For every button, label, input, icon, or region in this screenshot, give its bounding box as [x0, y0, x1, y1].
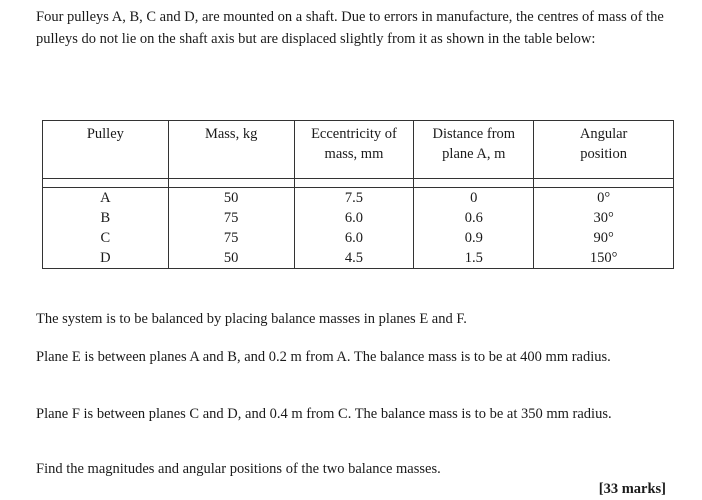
pulley-table — [42, 120, 674, 269]
cell-mass: 75 — [168, 208, 294, 228]
cell-angle: 150° — [534, 248, 674, 269]
cell-pulley: B — [43, 208, 169, 228]
table-row — [43, 228, 674, 248]
cell-pulley: A — [43, 188, 169, 209]
header-line: Pulley — [86, 126, 124, 142]
header-angular-position — [534, 121, 674, 179]
cell-eccentricity: 4.5 — [294, 248, 414, 269]
header-line: Angular — [579, 126, 628, 142]
cell-eccentricity: 6.0 — [294, 228, 414, 248]
header-line: Eccentricity of — [311, 126, 397, 142]
header-line: mass, mm — [324, 146, 384, 162]
header-line: Distance from — [432, 126, 516, 142]
question-paragraph: Find the magnitudes and angular positions of the two balance masses. — [36, 461, 441, 477]
cell-distance: 0.6 — [414, 208, 534, 228]
table-spacer-row — [43, 179, 674, 188]
table-header-row — [43, 121, 674, 179]
cell-pulley: D — [43, 248, 169, 269]
header-pulley — [43, 121, 169, 179]
header-line: Mass, kg — [204, 126, 258, 142]
table-row — [43, 208, 674, 228]
cell-mass: 50 — [168, 188, 294, 209]
header-mass — [168, 121, 294, 179]
marks-label: [33 marks] — [598, 481, 666, 497]
plane-e-paragraph: Plane E is between planes A and B, and 0.2 m from A. The balance mass is to be at 400 mm radius. — [36, 349, 611, 365]
cell-distance: 1.5 — [414, 248, 534, 269]
cell-angle: 30° — [534, 208, 674, 228]
intro-paragraph: Four pulleys A, B, C and D, are mounted on a shaft. Due to errors in manufacture, the centres of mass of the pulleys do not lie on the shaft axis but are displaced slightly from it as shown in the table below: — [36, 9, 664, 47]
cell-distance: 0 — [414, 188, 534, 209]
header-line: position — [580, 146, 627, 162]
header-eccentricity — [294, 121, 414, 179]
header-distance — [414, 121, 534, 179]
cell-eccentricity: 6.0 — [294, 208, 414, 228]
table-row — [43, 248, 674, 269]
cell-mass: 50 — [168, 248, 294, 269]
cell-angle: 90° — [534, 228, 674, 248]
cell-distance: 0.9 — [414, 228, 534, 248]
cell-mass: 75 — [168, 228, 294, 248]
system-paragraph: The system is to be balanced by placing balance masses in planes E and F. — [36, 311, 467, 327]
table-row — [43, 188, 674, 209]
header-line: plane A, m — [442, 146, 506, 162]
cell-angle: 0° — [534, 188, 674, 209]
plane-f-paragraph: Plane F is between planes C and D, and 0.4 m from C. The balance mass is to be at 350 mm radius. — [36, 406, 612, 422]
cell-eccentricity: 7.5 — [294, 188, 414, 209]
cell-pulley: C — [43, 228, 169, 248]
